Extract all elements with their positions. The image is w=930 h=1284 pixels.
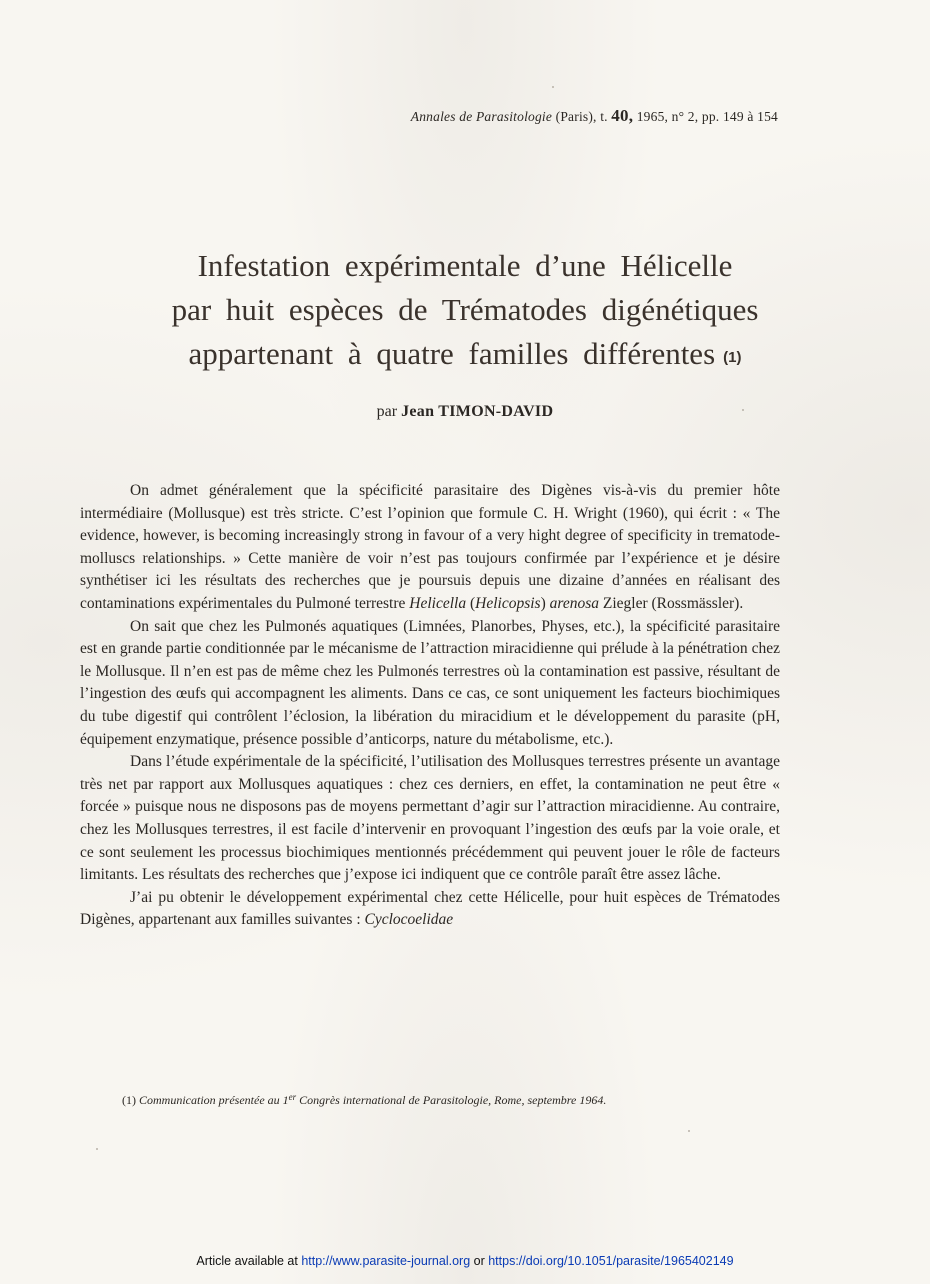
family-name: Cyclocoelidae — [364, 911, 454, 929]
article-title — [60, 244, 870, 380]
journal-place: (Paris), t. — [552, 109, 612, 124]
paragraph-text: On admet généralement que la spécificité parasitaire des Digènes vis-à-vis du premier hôte intermédiaire (Mollusque) est très stricte. C’est l’opinion que formule C. H. Wright (1960), qui écrit : « The evidence, however, is becoming increasingly strong in favour of a very hight degree of specificity in trematode-molluscs relationships. » Cette manière de voir n’est pas toujours confirmée par l’expérience et je désire synthétiser ici les résultats des recherches que je poursuis depuis une dizaine d’années en réalisant des contaminations expérimentales du Pulmoné terrestre — [80, 482, 780, 612]
paragraph-text: ( — [466, 594, 476, 612]
journal-name: Annales de Parasitologie — [410, 109, 553, 124]
title-line-1: Infestation expérimentale d’une Hélicelle — [197, 248, 733, 283]
footnote-superscript: er — [288, 1092, 297, 1102]
footnote-text-end: Congrès international de Parasitologie, Rome, septembre 1964. — [296, 1093, 607, 1107]
title-footnote-marker: (1) — [723, 349, 742, 366]
scan-speck — [96, 1148, 98, 1150]
journal-issue-pages: 1965, n° 2, pp. 149 à 154 — [633, 109, 778, 124]
species-name: arenosa — [549, 594, 599, 612]
article-availability-note — [0, 1254, 930, 1268]
paragraph-1 — [80, 480, 780, 616]
paragraph-text: Ziegler (Rossmässler). — [599, 594, 744, 612]
scan-speck — [552, 86, 554, 88]
scan-speck — [688, 1130, 690, 1132]
footnote-text-start: Communication présentée au 1 — [139, 1093, 289, 1107]
byline-prefix: par — [376, 403, 398, 420]
availability-middle: or — [470, 1254, 489, 1268]
byline — [0, 403, 930, 421]
scan-speck — [742, 409, 744, 411]
footnote — [80, 1090, 780, 1107]
paragraph-text: J’ai pu obtenir le développement expérimental chez cette Hélicelle, pour huit espèces de Trématodes Digènes, appartenant aux familles suivantes : — [80, 888, 780, 929]
author-name: Jean TIMON-DAVID — [401, 403, 554, 420]
paragraph-2: On sait que chez les Pulmonés aquatiques (Limnées, Planorbes, Physes, etc.), la spécificité parasitaire est en grande partie conditionnée par le mécanisme de l’attraction miracidienne qui prélude à la pénétration chez le Mollusque. Il n’en est pas de même chez les Pulmonés terrestres où la contamination est passive, résultant de l’ingestion des œufs qui accompagnent les aliments. Dans ce cas, ce sont uniquement les facteurs biochimiques du tube digestif qui contrôlent l’éclosion, la libération du miracidium et le développement du parasite (pH, équipement enzymatique, présence possible d’anticorps, nature du métabolisme, etc.). — [80, 617, 780, 748]
doi-link[interactable]: https://doi.org/10.1051/parasite/1965402149 — [488, 1254, 734, 1268]
journal-citation — [411, 106, 778, 126]
paragraph-4 — [80, 887, 780, 932]
subgenus-name: Helicopsis — [475, 594, 541, 612]
genus-name: Helicella — [409, 594, 467, 612]
paragraph-3: Dans l’étude expérimentale de la spécificité, l’utilisation des Mollusques terrestres présente un avantage très net par rapport aux Mollusques aquatiques : chez ces derniers, en effet, la contamination ne peut être « forcée » puisque nous ne disposons pas de moyens permettant d’agir sur l’attraction miracidienne. Au contraire, chez les Mollusques terrestres, il est facile d’intervenir en provoquant l’ingestion des œufs par la voie orale, et ce sont seulement les processus biochimiques mentionnés précédemment qui peuvent jouer le rôle de facteurs limitants. Les résultats des recherches que j’expose ici indiquent que ce contrôle paraît être assez lâche. — [80, 753, 780, 884]
article-body — [80, 480, 780, 932]
paragraph-text: ) — [540, 594, 550, 612]
journal-link[interactable]: http://www.parasite-journal.org — [301, 1254, 471, 1268]
availability-prefix: Article available at — [196, 1254, 302, 1268]
journal-volume: 40, — [611, 106, 634, 125]
footnote-marker: (1) — [122, 1093, 136, 1107]
title-line-3: appartenant à quatre familles différentes — [188, 336, 716, 371]
title-line-2: par huit espèces de Trématodes digénétiques — [171, 292, 759, 327]
